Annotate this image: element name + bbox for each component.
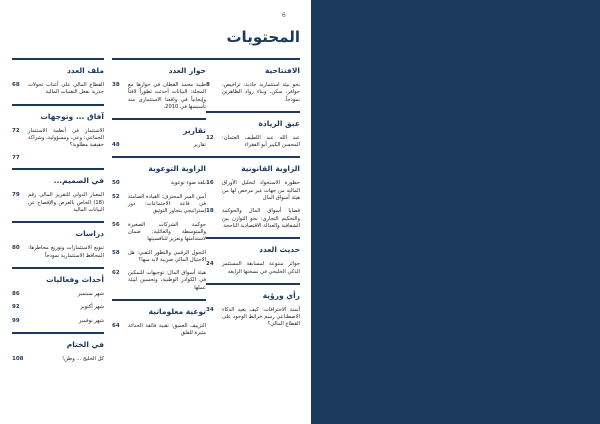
toc-column <box>206 58 300 336</box>
entry-page-number: 80 <box>12 245 20 252</box>
toc-section <box>206 283 300 329</box>
toc-entry[interactable] <box>112 270 206 292</box>
entry-page-number: 77 <box>12 155 20 162</box>
entry-title: حظورة الاستحواذ لتحليل الأوراق المالية من جهات غير مرخص لها من هيئة أسواق المال <box>222 180 300 202</box>
entry-title: قضايا أسواق المال والحوكمة والتحكيم التجاري: نحو التوازن بين الشفافية والعدالة الاقتصادية الناجحة <box>222 208 300 229</box>
toc-section <box>12 58 104 97</box>
toc-entry[interactable] <box>12 356 104 363</box>
section-heading: الزاوية التوعوية <box>112 156 206 174</box>
entry-page-number: 8 <box>206 82 210 88</box>
toc-entry[interactable] <box>206 180 300 202</box>
section-heading: رأي ورؤية <box>206 283 300 301</box>
section-heading: الزاوية القانونية <box>206 156 300 174</box>
entry-page-number: 108 <box>12 355 24 362</box>
entry-title: شهر سبتمبر <box>77 290 104 297</box>
entry-title: كل الخليج ... وطن! <box>62 355 104 362</box>
toc-column <box>112 58 206 345</box>
section-heading: الافتتاحية <box>206 58 300 76</box>
entry-title: شهر أكتوبر <box>80 304 104 311</box>
entry-title: المعيار الدولي للتقرير المالي رقم (18) الخاص بالعرض والإفصاح عن البيانات المالية <box>28 192 104 214</box>
entry-title: هيئة أسواق المال: توجيهات للتمكين في الكوادر الوطنية، وتحسين لبيئة عملها <box>128 270 206 291</box>
entry-title: أمين السر المحترف: القيادة الصامتة في قاعة الاجتماعات: دور إستراتيجي يتجاوز التوثيق <box>128 193 206 215</box>
entry-page-number: 99 <box>12 317 20 324</box>
toc-section <box>112 299 206 338</box>
toc-entry[interactable] <box>12 304 104 311</box>
toc-section <box>206 156 300 230</box>
entry-title: التحول الرقمي والتطور التقني: هل الاحتيال المالي ضريبة لابد منها؟ <box>128 249 206 263</box>
page-number: 6 <box>282 12 286 19</box>
entry-page-number: 38 <box>112 82 120 88</box>
section-heading: تقارير <box>112 118 206 136</box>
entry-title: تنويع الاستثمارات وتوزيع مخاطرها: المحافظ الاستثمارية نموذجاً <box>28 245 104 259</box>
toc-section <box>112 156 206 292</box>
entry-page-number: 12 <box>206 134 214 141</box>
toc-entry[interactable] <box>12 192 104 214</box>
entry-page-number: 79 <box>12 192 20 199</box>
toc-entry[interactable] <box>12 128 104 150</box>
toc-entry[interactable] <box>112 323 206 338</box>
section-heading: حوار العدد <box>112 58 206 76</box>
entry-page-number: 18 <box>206 208 214 215</box>
entry-title: التزييف العميق: تقنية فائقة الحداثة مثيرة للقلق <box>128 323 206 337</box>
entry-page-number: 58 <box>112 249 120 256</box>
entry-title: أتمتة الاحترافات: كيف يعيد الذكاء الاصطناعي رسم خرائط الوجود على القطاع المالي؟ <box>222 306 300 328</box>
entry-page-number: 56 <box>112 221 120 228</box>
toc-entry[interactable] <box>12 318 104 325</box>
entry-page-number: 64 <box>112 323 120 330</box>
entry-title: شهر نوفمبر <box>78 317 104 324</box>
toc-entry[interactable] <box>112 180 206 187</box>
toc-section <box>206 58 300 104</box>
entry-title: القطاع المالي على أعتاب تحولات جذرية بفعل التقنيات المالية <box>28 82 104 96</box>
entry-page-number: 52 <box>112 193 120 200</box>
toc-entry[interactable] <box>112 82 206 111</box>
entry-title: عبد الله عبد اللطيف العثمان: المحسن الكبير أبو الفقراء <box>222 134 300 149</box>
entry-page-number: 48 <box>112 142 120 149</box>
entry-title: طيبة محمد القطان في حوارها مع المجلة: البيانات أحدثت تطوراً لافتاً وإيجابياً في واقعنا الاستثماري منذ تأسيسها في 2010. <box>128 82 206 110</box>
toc-section <box>112 58 206 111</box>
page-title: المحتويات <box>226 28 300 46</box>
section-heading: في الصميم... <box>12 168 104 186</box>
entry-title: نحو بيئة استثمارية جاذبة: تراخيص، حوافز، سكن، وبناء رواد الظاهرين نموذجاً. <box>222 82 300 103</box>
toc-entry[interactable] <box>12 155 104 161</box>
entry-page-number: 24 <box>206 261 214 268</box>
toc-entry[interactable] <box>206 307 300 329</box>
section-heading: عبق الريادة <box>206 111 300 129</box>
entry-page-number: 34 <box>206 306 214 313</box>
entry-page-number: 92 <box>12 304 20 311</box>
toc-section <box>12 168 104 214</box>
toc-entry[interactable] <box>112 250 206 265</box>
entry-title: جوائز متنوعة لمسابقة المستثمر الذكي الخليجي في نسختها الرابعة <box>222 261 300 275</box>
toc-section <box>12 267 104 325</box>
entry-page-number: 68 <box>12 82 20 88</box>
toc-entry[interactable] <box>206 261 300 276</box>
navy-cover-panel <box>311 0 600 424</box>
toc-section <box>206 237 300 276</box>
toc-column <box>12 58 104 370</box>
toc-entry[interactable] <box>206 135 300 150</box>
entry-title: بلغة ضوء توعوية <box>170 180 206 187</box>
entry-page-number: 16 <box>206 180 214 187</box>
toc-entry[interactable] <box>112 142 206 149</box>
section-heading: ملف العدد <box>12 58 104 76</box>
entry-page-number: 72 <box>12 127 20 134</box>
entry-title: الاستثمار في أنظمة الاستثمار الجماعي: وعي، ومسؤولية، وشراكة حقيقية مطلوبة؟ <box>28 127 104 149</box>
toc-entry[interactable] <box>12 245 104 260</box>
toc-entry[interactable] <box>206 208 300 230</box>
toc-section <box>112 118 206 149</box>
entry-page-number: 62 <box>112 270 120 277</box>
toc-entry[interactable] <box>112 194 206 216</box>
toc-section <box>12 221 104 260</box>
toc-section <box>12 104 104 162</box>
toc-section <box>206 111 300 150</box>
section-heading: حديث العدد <box>206 237 300 255</box>
entry-page-number: 86 <box>12 290 20 297</box>
section-heading: آفاق ... وتوجهات <box>12 104 104 122</box>
entry-title: حوكمة الشركات الصغيرة والمتوسطة والعائلية: ضمان لاستدامتها وتعزيز لتنافسيتها <box>128 221 206 243</box>
section-heading: دراسات <box>12 221 104 239</box>
entry-title: تقارير <box>193 142 206 149</box>
toc-entry[interactable] <box>206 82 300 104</box>
section-heading: في الختام <box>12 332 104 350</box>
toc-entry[interactable] <box>112 222 206 244</box>
toc-entry[interactable] <box>12 291 104 298</box>
toc-entry[interactable] <box>12 82 104 97</box>
section-heading: توعية معلوماتية <box>112 299 206 317</box>
entry-page-number: 50 <box>112 180 120 187</box>
toc-section <box>12 332 104 363</box>
section-heading: أحداث وفعاليات <box>12 267 104 285</box>
